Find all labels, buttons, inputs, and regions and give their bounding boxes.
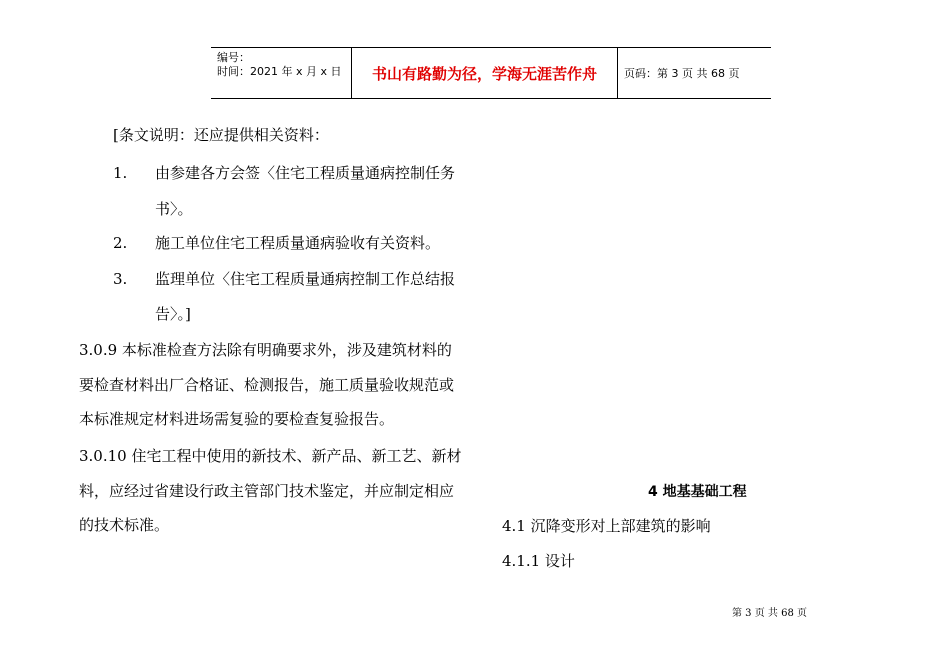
- item2-line1: 施工单位住宅工程质量通病验收有关资料。: [155, 234, 441, 252]
- item1-line2: 书〉。: [155, 200, 193, 218]
- motto: 书山有路勤为径，学海无涯苦作舟: [352, 48, 618, 98]
- number-label: 编号：: [217, 51, 250, 64]
- clause-3010-line2: 料，应经过省建设行政主管部门技术鉴定，并应制定相应: [79, 482, 455, 500]
- header-table: [211, 47, 771, 99]
- header-meta-cell: [211, 48, 352, 98]
- note-title: [条文说明：还应提供相关资料：: [113, 126, 329, 144]
- item3-line1: 监理单位〈住宅工程质量通病控制工作总结报: [155, 270, 456, 288]
- clause-309-line2: 要检查材料出厂合格证、检测报告，施工质量验收规范或: [79, 376, 455, 394]
- page-footer: 第 3 页 共 68 页: [732, 608, 807, 619]
- section-heading: 4.1 沉降变形对上部建筑的影响: [502, 517, 711, 535]
- time-label: 时间：2021 年 x 月 x 日: [217, 65, 342, 78]
- item1-line1: 由参建各方会签〈住宅工程质量通病控制任务: [155, 164, 456, 182]
- item3-number: 3.: [113, 270, 128, 288]
- clause-3010-line1: 3.0.10 住宅工程中使用的新技术、新产品、新工艺、新材: [79, 447, 462, 465]
- clause-309-line3: 本标准规定材料进场需复验的要检查复验报告。: [79, 410, 395, 428]
- clause-309-line1: 3.0.9 本标准检查方法除有明确要求外，涉及建筑材料的: [79, 341, 452, 359]
- item1-number: 1.: [113, 164, 128, 182]
- item3-line2: 告〉。]: [155, 305, 191, 323]
- header-page-label: 页码：第 3 页 共 68 页: [624, 67, 740, 80]
- item2-number: 2.: [113, 234, 128, 252]
- chapter-heading: 4 地基基础工程: [648, 484, 747, 500]
- clause-3010-line3: 的技术标准。: [79, 516, 170, 534]
- subsection-heading: 4.1.1 设计: [502, 552, 575, 570]
